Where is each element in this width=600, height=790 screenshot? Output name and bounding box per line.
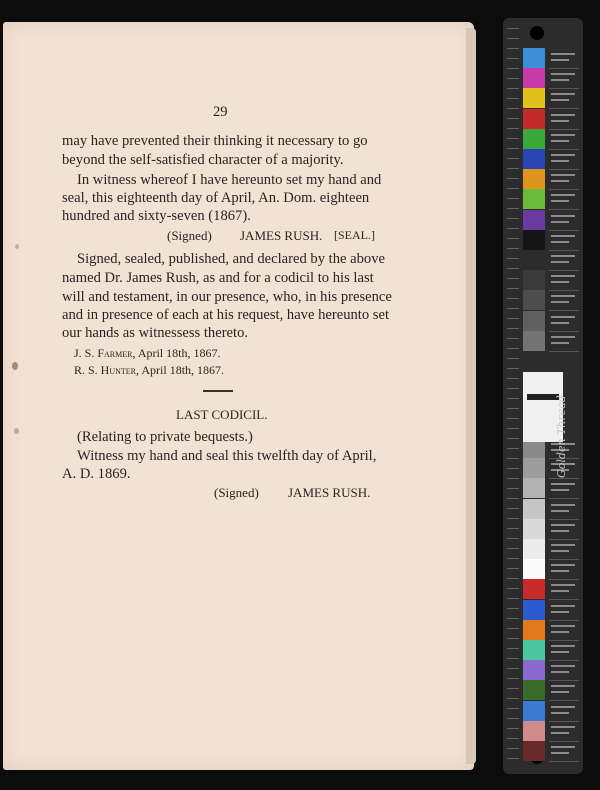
swatch-value-cell: [549, 559, 579, 580]
color-swatch: [523, 579, 545, 599]
color-swatch: [523, 68, 545, 88]
target-brand-label: Golden Thread: [555, 395, 568, 478]
color-swatch: [523, 210, 545, 230]
swatch-value-cell: [549, 68, 579, 89]
witness-line: named Dr. James Rush, as and for a codicil to his last: [62, 270, 374, 286]
color-swatch: [523, 48, 545, 68]
swatch-value-cell: [549, 210, 579, 231]
color-swatch: [523, 741, 545, 761]
witness-line: our hands as witnessess thereto.: [62, 325, 249, 341]
color-swatch: [523, 129, 545, 149]
color-swatch: [523, 149, 545, 169]
paper-stain: [12, 362, 18, 370]
signed-label: (Signed): [167, 228, 212, 243]
swatch-value-cell: [549, 600, 579, 621]
paper-stain: [15, 244, 19, 249]
swatch-value-cell: [549, 620, 579, 641]
color-swatch: [523, 640, 545, 660]
codicil-line: Witness my hand and seal this twelfth day of April,: [77, 448, 377, 464]
swatch-value-cell: [549, 169, 579, 190]
swatch-value-cell: [549, 290, 579, 311]
codicil-heading: LAST CODICIL.: [176, 407, 268, 422]
signature-name: JAMES RUSH.: [288, 485, 371, 500]
swatch-value-cell: [549, 701, 579, 722]
signature-name: JAMES RUSH.: [240, 228, 323, 243]
swatch-value-cell: [549, 149, 579, 170]
witness-name: J. S. Farmer,: [74, 346, 136, 360]
swatch-value-cell: [549, 88, 579, 109]
swatch-value-cell: [549, 579, 579, 600]
text-line: beyond the self-satisfied character of a majority.: [62, 152, 344, 168]
text-line: seal, this eighteenth day of April, An. Dom. eighteen: [62, 190, 370, 206]
codicil-line: (Relating to private bequests.): [77, 429, 253, 445]
color-swatch: [523, 109, 545, 129]
color-swatch: [523, 680, 545, 700]
swatch-value-cell: [549, 478, 579, 499]
witness-entry: [74, 361, 224, 380]
color-swatch: [523, 721, 545, 741]
swatch-value-cell: [549, 680, 579, 701]
mounting-hole: [530, 26, 544, 40]
color-swatch: [523, 701, 545, 721]
ruler-ticks: [507, 28, 519, 764]
swatch-value-cell: [549, 519, 579, 540]
color-swatch: [523, 250, 545, 270]
page-edge: [466, 28, 476, 764]
witness-line: and in presence of each at his request, have hereunto set: [62, 307, 390, 323]
codicil-line: A. D. 1869.: [62, 466, 131, 482]
color-swatch: [523, 270, 545, 290]
swatch-value-cell: [549, 48, 579, 69]
color-swatch: [523, 539, 545, 559]
witness-line: Signed, sealed, published, and declared by the above: [77, 251, 385, 267]
swatch-value-cell: [549, 270, 579, 291]
swatch-value-cell: [549, 539, 579, 560]
swatch-value-cell: [549, 109, 579, 130]
swatch-value-cell: [549, 189, 579, 210]
witness-line: will and testament, in our presence, who, in his presence: [62, 289, 392, 305]
text-line: hundred and sixty-seven (1867).: [62, 208, 251, 224]
swatch-value-cell: [549, 230, 579, 251]
color-swatch: [523, 331, 545, 351]
color-swatch: [523, 660, 545, 680]
paper-stain: [14, 428, 19, 434]
swatch-value-cell: [549, 640, 579, 661]
swatch-value-cell: [549, 499, 579, 520]
color-swatch: [523, 559, 545, 579]
witness-date: April 18th, 1867.: [141, 363, 225, 377]
witness-date: April 18th, 1867.: [137, 346, 221, 360]
signed-label: (Signed): [214, 485, 259, 500]
color-swatch: [523, 311, 545, 331]
section-divider: [203, 390, 233, 392]
color-swatch: [523, 478, 545, 498]
seal-mark: [SEAL.]: [334, 228, 375, 242]
swatch-value-cell: [549, 331, 579, 352]
swatch-value-cell: [549, 250, 579, 271]
swatch-value-cell: [549, 721, 579, 742]
color-swatch: [523, 88, 545, 108]
color-swatch: [523, 519, 545, 539]
color-swatch: [523, 620, 545, 640]
swatch-value-cell: [549, 660, 579, 681]
swatch-value-cell: [549, 129, 579, 150]
color-swatch: [523, 600, 545, 620]
color-swatch: [523, 290, 545, 310]
page-number: 29: [213, 104, 228, 120]
color-swatch: [523, 169, 545, 189]
color-calibration-target: [503, 18, 583, 774]
color-swatch: [523, 230, 545, 250]
color-swatch: [523, 499, 545, 519]
text-line: In witness whereof I have hereunto set my hand and: [77, 172, 382, 188]
witness-name: R. S. Hunter,: [74, 363, 140, 377]
color-swatch: [523, 189, 545, 209]
swatch-value-cell: [549, 741, 579, 762]
text-line: may have prevented their thinking it necessary to go: [62, 133, 368, 149]
color-swatch: [523, 458, 545, 478]
swatch-value-cell: [549, 311, 579, 332]
